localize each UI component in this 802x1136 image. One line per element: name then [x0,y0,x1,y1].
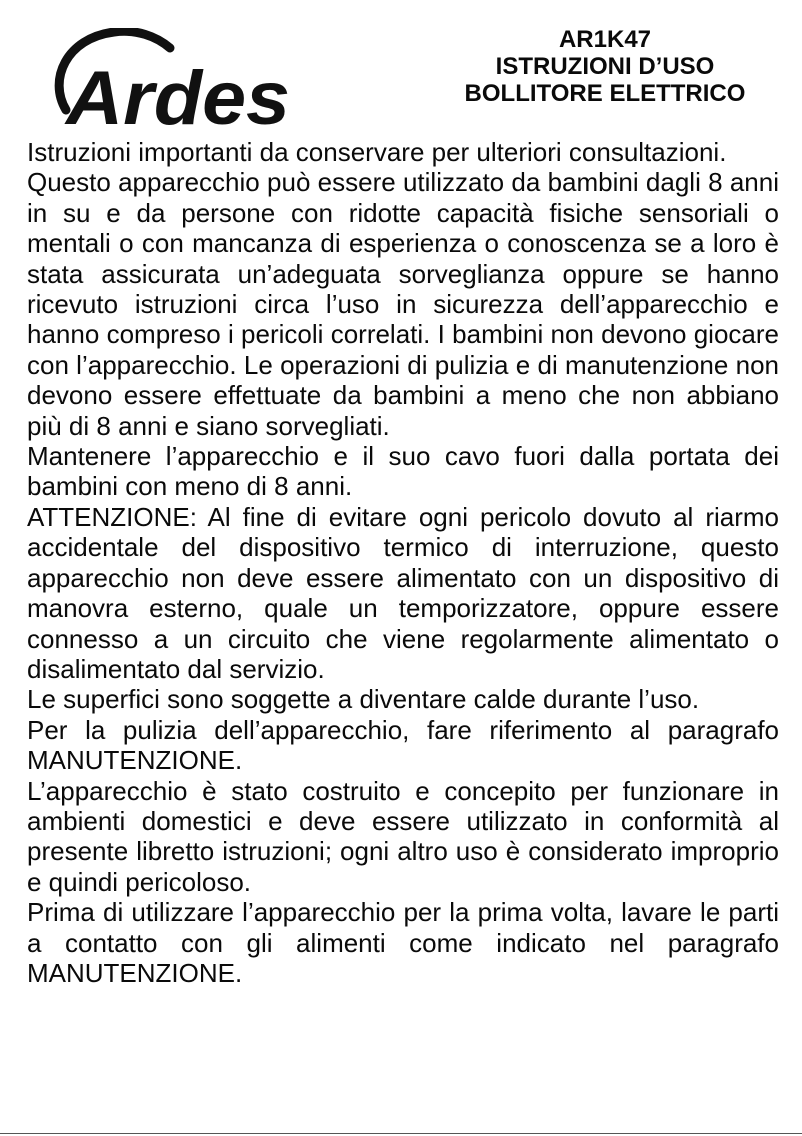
instructions-body [27,137,779,988]
paragraph-domestic-use: L’apparecchio è stato costruito e concepito per funzionare in ambienti domestici e deve essere utilizzato in conformità al presente libretto istruzioni; ogni altro uso è considerato improprio e quindi pericoloso. [27,775,779,897]
paragraph-first-use: Prima di utilizzare l’apparecchio per la prima volta, lavare le parti a contatto con gli alimenti come indicato nel paragrafo MANUTENZIONE. [27,897,779,988]
paragraph-children-usage: Questo apparecchio può essere utilizzato da bambini dagli 8 anni in su e da persone con ridotte capacità fisiche sensoriali o mentali o con mancanza di esperienza o conoscenza se a loro è stata assicurata un’adeguata sorveglianza oppure se hanno ricevuto istruzioni circa l’uso in sicurezza dell’apparecchio e hanno compreso i pericoli correlati. I bambini non devono giocare con l’apparecchio. Le operazioni di pulizia e di manutenzione non devono essere effettuate da bambini a meno che non abbiano più di 8 anni e siano sorvegliati. [27,167,779,441]
paragraph-hot-surfaces: Le superfici sono soggette a diventare calde durante l’uso. [27,684,700,715]
document-header [440,26,770,107]
paragraph-attention: ATTENZIONE: Al fine di evitare ogni pericolo dovuto al riarmo accidentale del dispositivo termico di interruzione, questo apparecchio non deve essere alimentato con un dispositivo di manovra esterno, quale un temporizzatore, oppure essere connesso a un circuito che viene regolarmente alimentato o disalimentato dal servizio. [27,501,779,684]
product-name: BOLLITORE ELETTRICO [464,80,746,107]
paragraph-cleaning: Per la pulizia dell’apparecchio, fare riferimento al paragrafo MANUTENZIONE. [27,714,779,776]
ardes-logo [44,28,294,132]
manual-title: ISTRUZIONI D’USO [495,53,715,80]
bottom-divider [0,1133,802,1134]
paragraph-intro: Istruzioni importanti da conservare per ulteriori consultazioni. [27,137,727,167]
logo-wordmark: Ardes [63,56,290,132]
model-number: AR1K47 [558,26,652,53]
paragraph-keep-away: Mantenere l’apparecchio e il suo cavo fuori dalla portata dei bambini con meno di 8 anni. [27,441,779,502]
